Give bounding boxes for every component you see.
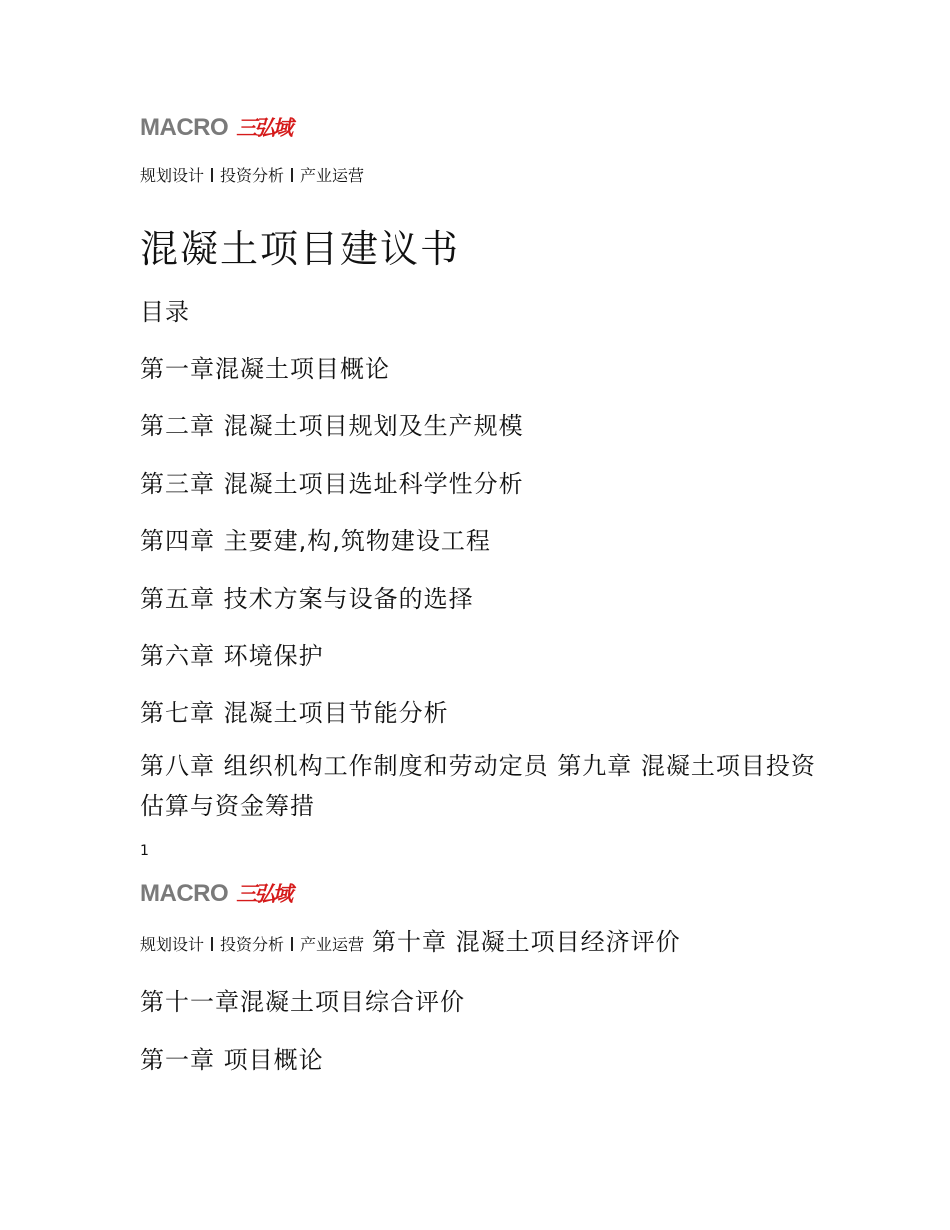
chapter-1-heading: 第一章 项目概论	[140, 1046, 324, 1074]
toc-item-chapter-6: 第六章 环境保护	[140, 642, 324, 670]
page-number: 1	[140, 843, 149, 859]
logo-text-cn: 三弘域	[236, 116, 291, 140]
toc-item-chapter-5: 第五章 技术方案与设备的选择	[140, 585, 474, 613]
toc-item-chapter-7: 第七章 混凝土项目节能分析	[140, 699, 449, 727]
logo-text-cn: 三弘域	[236, 882, 291, 906]
toc-item-chapter-4: 第四章 主要建,构,筑物建设工程	[140, 527, 491, 555]
tagline-item: 产业运营	[300, 166, 365, 185]
tagline-divider	[291, 937, 293, 951]
toc-item-chapter-11: 第十一章混凝土项目综合评价	[140, 988, 465, 1016]
toc-item-chapter-1: 第一章混凝土项目概论	[140, 355, 390, 383]
toc-heading: 目录	[140, 298, 190, 326]
toc-item-chapter-8-9: 第八章 组织机构工作制度和劳动定员 第九章 混凝土项目投资估算与资金筹措	[140, 752, 816, 820]
logo-text-en: MACRO	[140, 880, 229, 907]
tagline-divider	[211, 937, 213, 951]
tagline-divider	[291, 168, 293, 182]
tagline-divider	[211, 168, 213, 182]
header-row	[140, 922, 681, 957]
toc-item-chapter-3: 第三章 混凝土项目选址科学性分析	[140, 470, 524, 498]
tagline-item: 产业运营	[300, 935, 365, 954]
tagline-item: 投资分析	[220, 935, 285, 954]
tagline-item: 规划设计	[140, 166, 205, 185]
company-logo	[140, 112, 290, 140]
tagline-item: 投资分析	[220, 166, 285, 185]
tagline-item: 规划设计	[140, 935, 205, 954]
logo-text-en: MACRO	[140, 114, 229, 141]
tagline	[140, 932, 364, 955]
toc-item-chapter-2: 第二章 混凝土项目规划及生产规模	[140, 412, 524, 440]
document-title: 混凝土项目建议书	[140, 227, 461, 271]
toc-item-chapter-10: 第十章 混凝土项目经济评价	[372, 928, 681, 956]
tagline	[140, 163, 364, 186]
company-logo	[140, 878, 290, 906]
